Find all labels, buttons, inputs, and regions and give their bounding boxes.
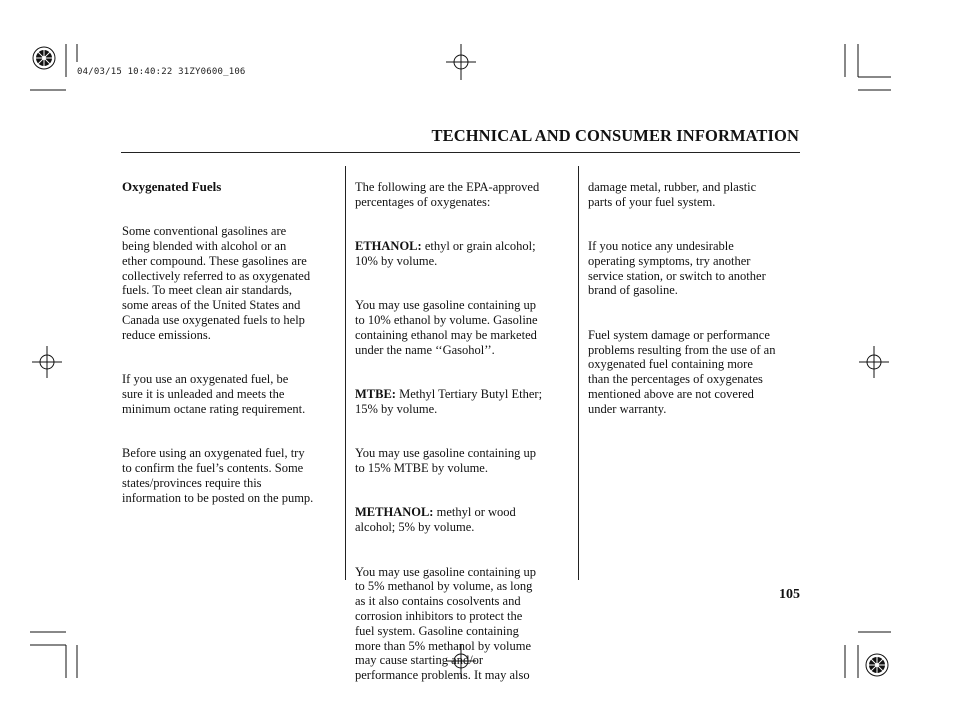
section-title: TECHNICAL AND CONSUMER INFORMATION xyxy=(431,126,799,145)
mtbe-definition xyxy=(355,387,577,417)
starburst-target-icon xyxy=(33,47,55,69)
registration-crosshair-icon xyxy=(446,44,476,80)
print-timestamp: 04/03/15 10:40:22 31ZY0600_106 xyxy=(77,67,246,77)
term-label: METHANOL: xyxy=(355,505,434,520)
term-label: MTBE: xyxy=(355,386,396,401)
paragraph: You may use gasoline containing up to 10% ethanol by volume. Gasoline containing ethanol may be marketed under the name ‘‘Gasohol’’. xyxy=(355,298,538,357)
paragraph: The following are the EPA-approved percentages of oxygenates: xyxy=(355,179,540,209)
starburst-target-icon xyxy=(866,654,888,676)
column-divider xyxy=(345,166,346,580)
header-rule xyxy=(121,152,800,153)
term-label: ETHANOL: xyxy=(355,238,422,253)
column-divider xyxy=(578,166,579,580)
text-column-3 xyxy=(588,165,810,446)
paragraph: You may use gasoline containing up to 5% methanol by volume, as long as it also contains cosolvents and corrosion inhibitors to protect the fuel system. Gasoline containing more than 5% methanol by volume may cause starting and/or performance problems. It may also xyxy=(355,564,537,683)
paragraph: Before using an oxygenated fuel, try to confirm the fuel’s contents. Some states/provinces require this information to be posted on the pump. xyxy=(122,446,314,505)
ethanol-definition xyxy=(355,239,577,269)
term-text: Methyl Tertiary Butyl Ether; 15% by volume. xyxy=(355,386,543,416)
subsection-heading: Oxygenated Fuels xyxy=(122,178,222,194)
paragraph: Some conventional gasolines are being blended with alcohol or an ether compound. These gasolines are collectively referred to as oxygenated fuels. To meet clean air standards, some areas of the United States and Canada use oxygenated fuels to help reduce emissions. xyxy=(122,224,311,342)
term-text: ethyl or grain alcohol; 10% by volume. xyxy=(355,238,536,268)
paragraph: You may use gasoline containing up to 15% MTBE by volume. xyxy=(355,446,537,475)
page-number: 105 xyxy=(779,587,800,602)
paragraph: damage metal, rubber, and plastic parts of your fuel system. xyxy=(588,179,757,209)
text-column-1 xyxy=(122,165,344,535)
methanol-definition xyxy=(355,505,577,535)
paragraph: Fuel system damage or performance problems resulting from the use of an oxygenated fuel containing more than the percentages of oxygenates mentioned above are not covered under warranty. xyxy=(588,327,776,416)
registration-crosshair-icon xyxy=(32,346,62,378)
paragraph: If you notice any undesirable operating symptoms, try another service station, or switch to another brand of gasoline. xyxy=(588,238,766,298)
paragraph: If you use an oxygenated fuel, be sure it is unleaded and meets the minimum octane rating requirement. xyxy=(122,372,306,416)
registration-crosshair-icon xyxy=(859,346,889,378)
term-text: methyl or wood alcohol; 5% by volume. xyxy=(355,505,516,535)
text-column-2 xyxy=(355,165,577,712)
